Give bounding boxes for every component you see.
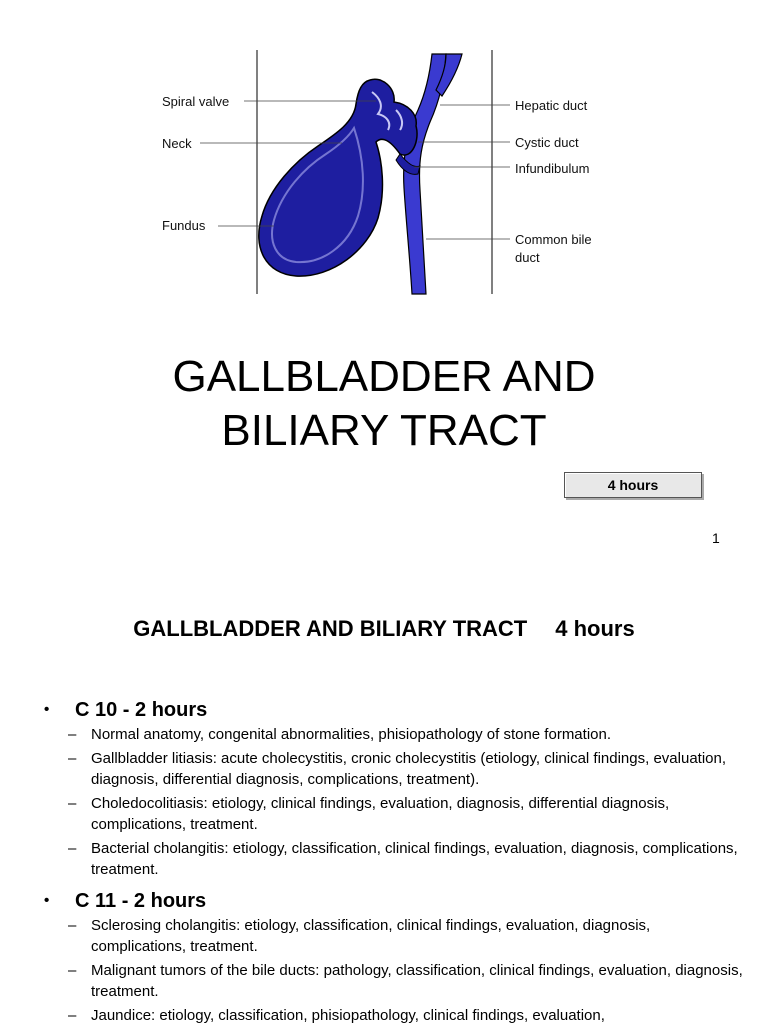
- bullet-icon: •: [44, 892, 50, 909]
- section-items: [44, 915, 744, 1026]
- label-infundibulum: Infundibulum: [515, 161, 590, 176]
- section-items: [44, 724, 744, 880]
- label-hepatic-duct: Hepatic duct: [515, 98, 588, 113]
- slide-title-line-2: BILIARY TRACT: [221, 406, 547, 455]
- slide-title-line-1: GALLBLADDER AND: [172, 352, 596, 401]
- slide2-heading-hours: 4 hours: [555, 616, 635, 641]
- list-item: [44, 793, 744, 835]
- label-cystic-duct: Cystic duct: [515, 135, 579, 150]
- section-title: C 10 - 2 hours: [75, 699, 208, 721]
- list-item-text: Normal anatomy, congenital abnormalities, phisiopathology of stone formation.: [91, 726, 612, 743]
- dash-icon: –: [68, 962, 77, 979]
- dash-icon: –: [68, 795, 77, 812]
- bullet-icon: •: [44, 701, 50, 718]
- list-item: [44, 748, 744, 790]
- label-fundus: Fundus: [162, 218, 206, 233]
- section-heading: [44, 696, 744, 724]
- list-item: [44, 915, 744, 957]
- section-title: C 11 - 2 hours: [75, 890, 207, 912]
- slide-title: [0, 350, 768, 458]
- list-item: [44, 960, 744, 1002]
- list-item-text: Sclerosing cholangitis: etiology, classification, clinical findings, evaluation, diagnosis, complications, treatment.: [91, 917, 651, 955]
- list-item-text: Gallbladder litiasis: acute cholecystitis, cronic cholecystitis (etiology, clinical findings, evaluation, diagnosis, differential diagnosis, complications, treatment).: [91, 750, 727, 788]
- section-c10: [44, 696, 744, 883]
- list-item-text: Bacterial cholangitis: etiology, classification, clinical findings, evaluation, diagnosis, complications, treatment.: [91, 840, 738, 878]
- hours-badge: 4 hours: [564, 472, 702, 498]
- label-neck: Neck: [162, 136, 192, 151]
- list-item-text: Malignant tumors of the bile ducts: pathology, classification, clinical findings, evaluation, diagnosis, treatment.: [91, 962, 743, 1000]
- slide2-heading-title: GALLBLADDER AND BILIARY TRACT: [133, 616, 528, 641]
- gallbladder-diagram: [150, 50, 610, 298]
- section-heading: [44, 887, 744, 915]
- list-item: [44, 724, 744, 745]
- dash-icon: –: [68, 726, 77, 743]
- list-item-text: Jaundice: etiology, classification, phisiopathology, clinical findings, evaluation,: [91, 1007, 605, 1024]
- section-c11: [44, 887, 744, 1029]
- dash-icon: –: [68, 840, 77, 857]
- dash-icon: –: [68, 1007, 77, 1024]
- dash-icon: –: [68, 917, 77, 934]
- label-spiral-valve: Spiral valve: [162, 94, 230, 109]
- slide2-heading: [0, 616, 768, 642]
- list-item: [44, 838, 744, 880]
- list-item: [44, 1005, 744, 1026]
- list-item-text: Choledocolitiasis: etiology, clinical findings, evaluation, diagnosis, differential diagnosis, complications, treatment.: [91, 795, 670, 833]
- dash-icon: –: [68, 750, 77, 767]
- page-number: 1: [712, 530, 720, 546]
- label-common-bile-duct: Common bile duct: [515, 232, 592, 265]
